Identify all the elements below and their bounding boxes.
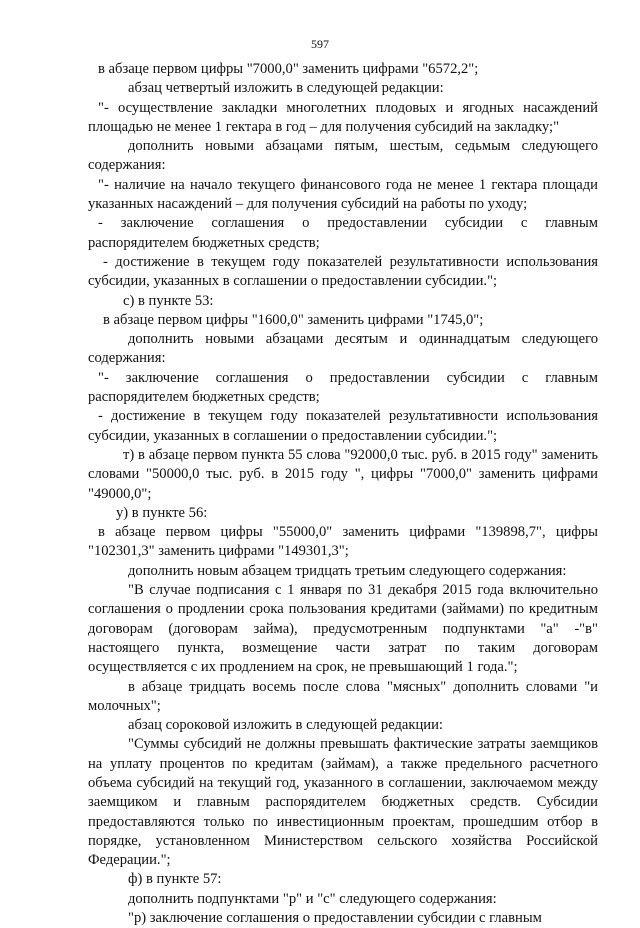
paragraph: в абзаце первом цифры "7000,0" заменить цифрами "6572,2";: [98, 61, 479, 77]
paragraph: - достижение в текущем году показателей результативности использования субсидии, указанных в соглашении о предоставлении субсидии.";: [88, 253, 598, 290]
paragraph: дополнить новыми абзацами пятым, шестым, седьмым следующего содержания:: [88, 138, 598, 174]
paragraph: "р) заключение соглашения о предоставлении субсидии с главным: [128, 910, 542, 927]
document-body: [88, 60, 598, 928]
paragraph: "В случае подписания с 1 января по 31 декабря 2015 года включительно соглашения о продлении срока пользования кредитами (займами) по кредитным договорам (договорам займа), предусмотренным подпунктами "а" -"в" настоящего пункта, возмещение части затрат по таким договорам осуществляется с их продлением на срок, не превышающий 1 года.";: [88, 582, 598, 676]
paragraph: в абзаце первом цифры "55000,0" заменить цифрами "139898,7", цифры "102301,3" заменить цифрами "149301,3";: [88, 524, 598, 560]
paragraph: дополнить новым абзацем тридцать третьим следующего содержания:: [128, 562, 567, 579]
paragraph: дополнить подпунктами "р" и "с" следующего содержания:: [128, 890, 497, 907]
paragraph: у) в пункте 56:: [116, 504, 208, 521]
paragraph: с) в пункте 53:: [123, 292, 214, 309]
paragraph: абзац сороковой изложить в следующей редакции:: [128, 717, 443, 734]
paragraph: дополнить новыми абзацами десятым и одиннадцатым следующего содержания:: [88, 331, 598, 367]
paragraph: - заключение соглашения о предоставлении субсидии с главным распорядителем бюджетных средств;: [88, 215, 598, 251]
paragraph: ф) в пункте 57:: [128, 871, 222, 888]
paragraph: "Суммы субсидий не должны превышать фактические затраты заемщиков на уплату процентов по кредитам (займам), а также предельного расчетного объема субсидий на текущий год, указанного в соглашении, заключаемом между заемщиком и главным распорядителем бюджетных средств. Субсидии предоставляются только по инвестиционным проектам, прошедшим отбор в порядке, установленном Министерством сельского хозяйства Российской Федерации.";: [88, 736, 598, 869]
paragraph: "- заключение соглашения о предоставлении субсидии с главным распорядителем бюджетных средств;: [88, 369, 598, 406]
paragraph: т) в абзаце первом пункта 55 слова "92000,0 тыс. руб. в 2015 году" заменить словами "50000,0 тыс. руб. в 2015 году ", цифры "7000,0" заменить цифрами "49000,0";: [88, 446, 598, 502]
page-number: 597: [311, 37, 329, 51]
paragraph: "- наличие на начало текущего финансового года не менее 1 гектара площади указанных насаждений – для получения субсидий на работы по уходу;: [88, 176, 598, 213]
paragraph: в абзаце первом цифры "1600,0" заменить цифрами "1745,0";: [103, 311, 484, 328]
paragraph: - достижение в текущем году показателей результативности использования субсидии, указанных в соглашении о предоставлении субсидии.";: [88, 408, 598, 444]
paragraph: в абзаце тридцать восемь после слова "мясных" дополнить словами "и молочных";: [88, 678, 598, 714]
paragraph: "- осуществление закладки многолетних плодовых и ягодных насаждений площадью не менее 1 гектара в год – для получения субсидий на закладку;": [88, 99, 598, 135]
paragraph: абзац четвертый изложить в следующей редакции:: [128, 80, 444, 97]
